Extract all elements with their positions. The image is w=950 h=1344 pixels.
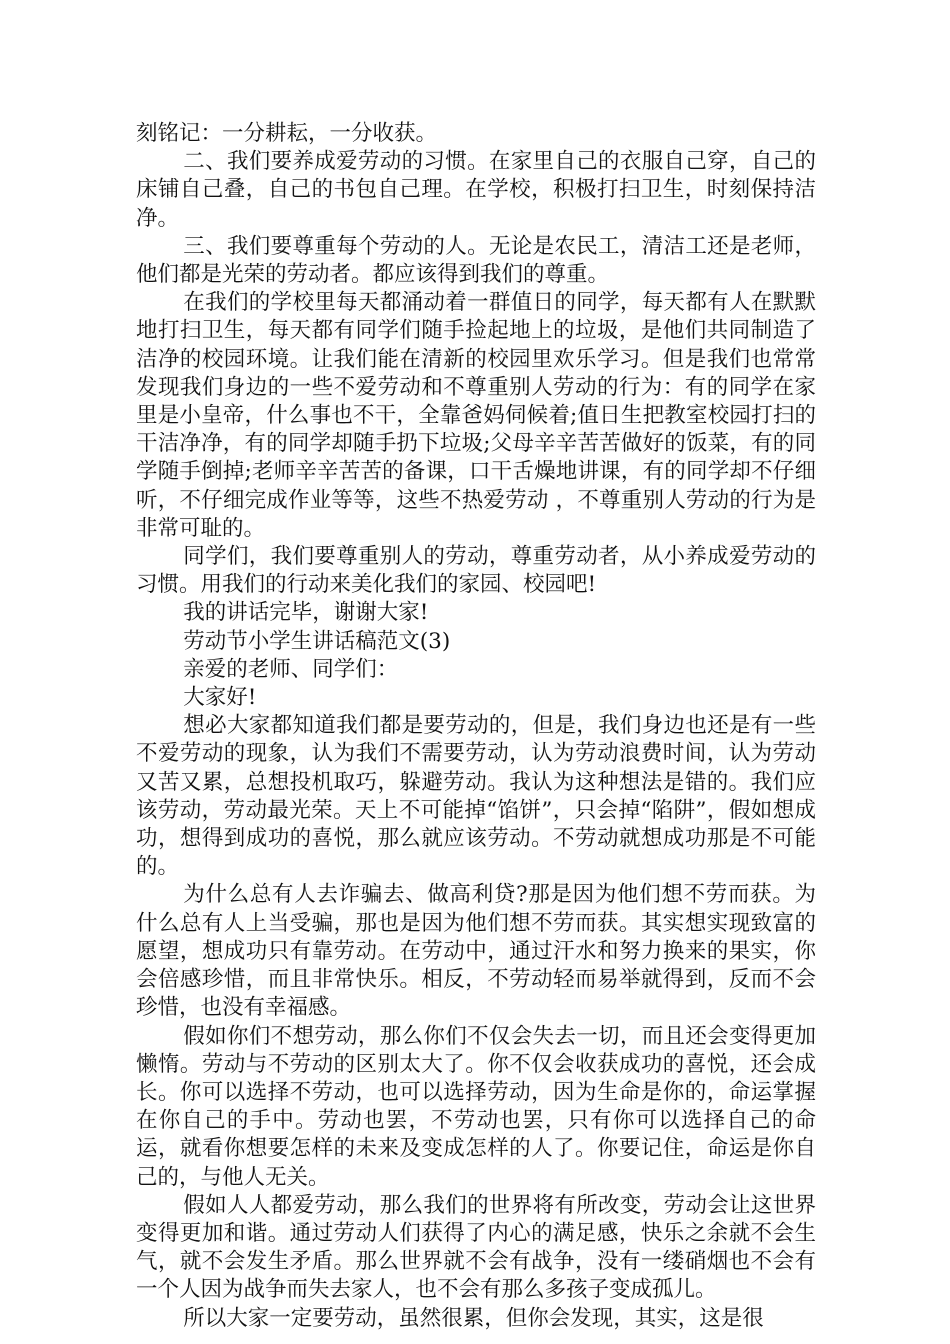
paragraph: 为什么总有人去诈骗去、做高利贷?那是因为他们想不劳而获。为什么总有人上当受骗，那也是因为他们想不劳而获。其实想实现致富的愿望，想成功只有靠劳动。在劳动中，通过汗水和努力换来的果实，你会倍感珍惜，而且非常快乐。相反，不劳动轻而易举就得到，反而不会珍惜，也没有幸福感。 bbox=[136, 882, 816, 1021]
paragraph: 我的讲话完毕，谢谢大家! bbox=[183, 600, 429, 626]
paragraph: 所以大家一定要劳动，虽然很累，但你会发现，其实，这是很 bbox=[183, 1305, 764, 1331]
section-heading: 劳动节小学生讲话稿范文(3) bbox=[183, 628, 451, 654]
paragraph: 在我们的学校里每天都涌动着一群值日的同学，每天都有人在默默地打扫卫生，每天都有同学们随手捡起地上的垃圾，是他们共同制造了洁净的校园环境。让我们能在清新的校园里欢乐学习。但是我们也常常发现我们身边的一些不爱劳动和不尊重别人劳动的行为：有的同学在家里是小皇帝，什么事也不干，全靠爸妈伺候着;值日生把教室校园打扫的干洁净净，有的同学却随手扔下垃圾;父母辛辛苦苦做好的饭菜，有的同学随手倒掉;老师辛辛苦苦的备课，口干舌燥地讲课，有的同学却不仔细听，不仔细完成作业等等，这些不热爱劳动 ，不尊重别人劳动的行为是非常可耻的。 bbox=[136, 290, 816, 541]
paragraph: 假如你们不想劳动，那么你们不仅会失去一切，而且还会变得更加懒惰。劳动与不劳动的区别太大了。你不仅会收获成功的喜悦，还会成长。你可以选择不劳动，也可以选择劳动，因为生命是你的，命运掌握在你自己的手中。劳动也罢，不劳动也罢，只有你可以选择自己的命运，就看你想要怎样的未来及变成怎样的人了。你要记住，命运是你自己的，与他人无关。 bbox=[136, 1023, 816, 1190]
salutation: 亲爱的老师、同学们： bbox=[183, 656, 399, 682]
paragraph: 想必大家都知道我们都是要劳动的，但是，我们身边也还是有一些不爱劳动的现象，认为我们不需要劳动，认为劳动浪费时间，认为劳动又苦又累，总想投机取巧，躲避劳动。我认为这种想法是错的。我们应该劳动，劳动最光荣。天上不可能掉“馅饼”，只会掉“陷阱”，假如想成功，想得到成功的喜悦，那么就应该劳动。不劳动就想成功那是不可能的。 bbox=[136, 713, 816, 880]
paragraph: 三、我们要尊重每个劳动的人。无论是农民工，清洁工还是老师，他们都是光荣的劳动者。都应该得到我们的尊重。 bbox=[136, 233, 816, 288]
greeting: 大家好! bbox=[183, 685, 257, 711]
paragraph: 刻铭记：一分耕耘，一分收获。 bbox=[136, 121, 438, 146]
document-body bbox=[136, 120, 816, 1333]
paragraph: 二、我们要养成爱劳动的习惯。在家里自己的衣服自己穿，自己的床铺自己叠，自己的书包自己理。在学校，积极打扫卫生，时刻保持洁净。 bbox=[136, 149, 816, 231]
paragraph: 假如人人都爱劳动，那么我们的世界将有所改变，劳动会让这世界变得更加和谐。通过劳动人们获得了内心的满足感，快乐之余就不会生气，就不会发生矛盾。那么世界就不会有战争，没有一缕硝烟也不会有一个人因为战争而失去家人，也不会有那么多孩子变成孤儿。 bbox=[136, 1192, 816, 1303]
paragraph: 同学们，我们要尊重别人的劳动，尊重劳动者，从小养成爱劳动的习惯。用我们的行动来美化我们的家园、校园吧! bbox=[136, 544, 816, 598]
